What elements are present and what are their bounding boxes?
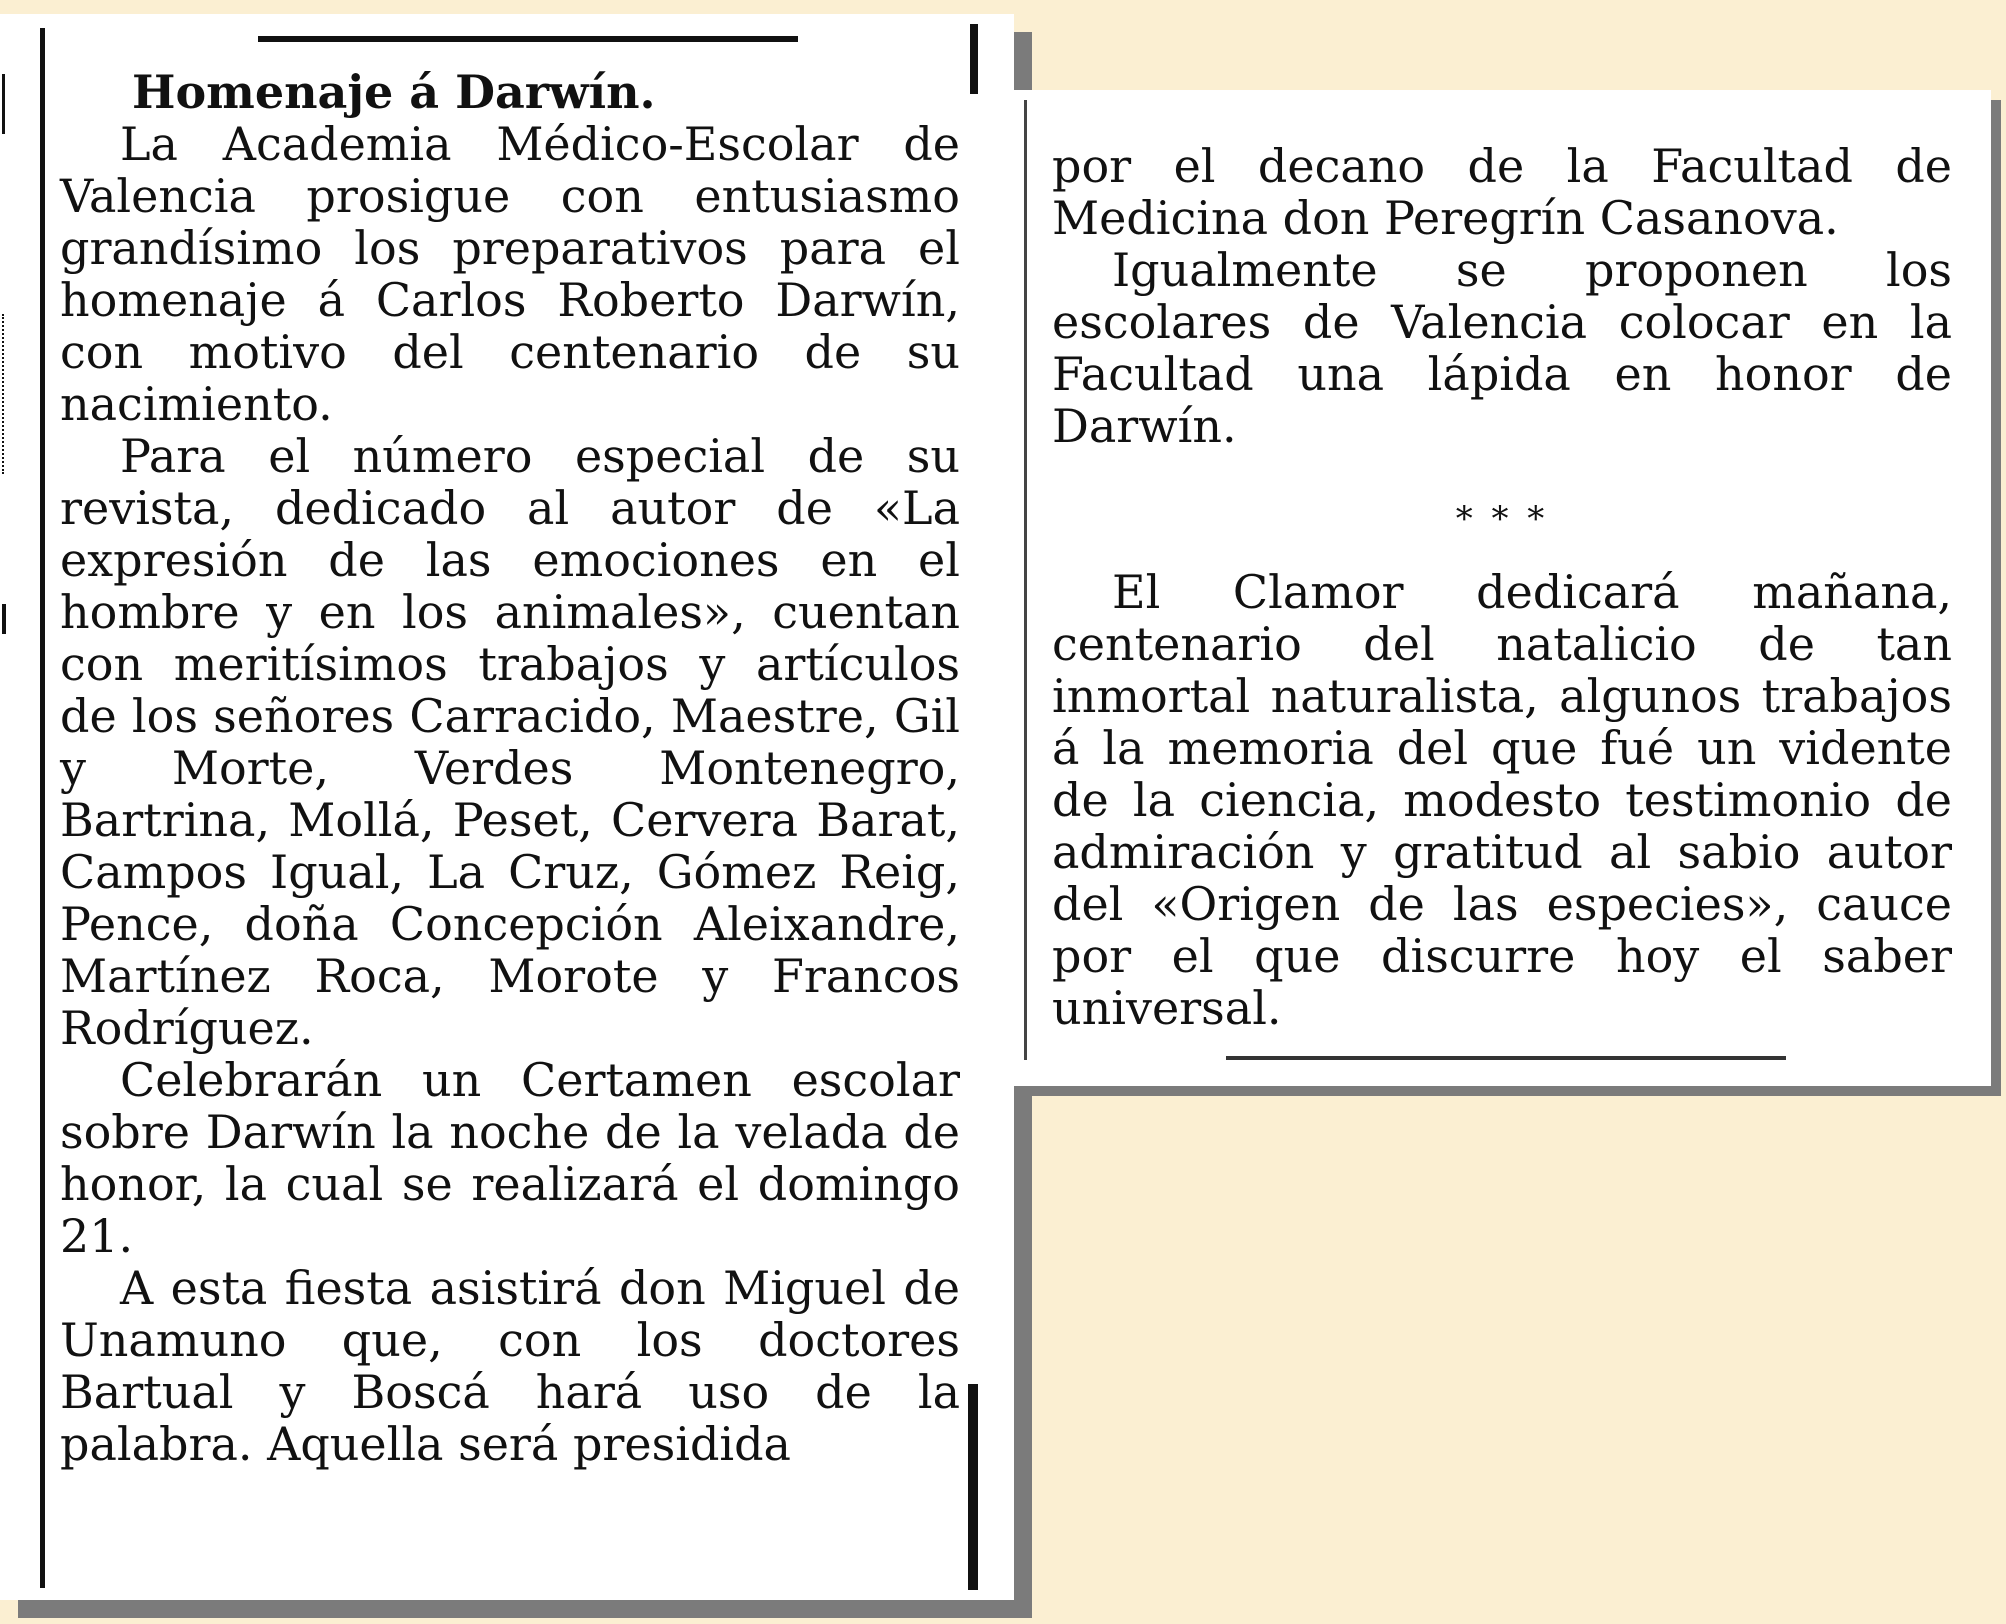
paragraph: La Academia Médico-Escolar de Valencia prosigue con entusiasmo grandísimo los preparativos para el homenaje á Carlos Roberto Darwín, con motivo del centenario de su nacimiento. <box>60 117 960 431</box>
paragraph: Celebrarán un Certamen escolar sobre Darwín la noche de la velada de honor, la cual se realizará el domingo 21. <box>60 1053 960 1263</box>
article-right-column <box>1052 140 1952 1034</box>
paragraph: A esta fiesta asistirá don Miguel de Unamuno que, con los doctores Bartual y Boscá hará uso de la palabra. Aquella será presidida <box>60 1261 960 1471</box>
right-clip-left-rule <box>1024 100 1027 1060</box>
bottom-rule <box>1226 1056 1786 1060</box>
top-rule <box>258 36 798 42</box>
cropped-column-edge <box>2 74 13 134</box>
left-column-rule <box>40 28 45 1588</box>
cropped-column-edge <box>2 604 14 634</box>
paragraph: Para el número especial de su revista, dedicado al autor de «La expresión de las emociones en el hombre y en los animales», cuentan con meritísimos trabajos y artículos de los señores Carracido, Maestre, Gil y Morte, Verdes Montenegro, Bartrina, Mollá, Peset, Cervera Barat, Campos Igual, La Cruz, Gómez Reig, Pence, doña Concepción Aleixandre, Martínez Roca, Morote y Francos Rodríguez. <box>60 429 960 1055</box>
asterism-separator: * * * <box>1455 499 1549 539</box>
paragraph: Igualmente se proponen los escolares de Valencia colocar en la Facultad una lápida en honor de Darwín. <box>1052 243 1952 453</box>
right-column-rule <box>970 24 978 94</box>
right-column-rule-lower <box>968 1384 978 1590</box>
paragraph: El Clamor dedicará mañana, centenario del natalicio de tan inmortal naturalista, algunos trabajos á la memoria del que fué un vidente de la ciencia, modesto testimonio de admiración y gratitud al sabio autor del «Origen de las especies», cauce por el que discurre hoy el saber universal. <box>1052 565 1952 1035</box>
paragraph: por el decano de la Facultad de Medicina don Peregrín Casanova. <box>1052 139 1952 245</box>
article-heading: Homenaje á Darwín. <box>132 65 656 119</box>
cropped-column-edge <box>2 314 12 474</box>
article-left-column <box>60 66 960 1470</box>
